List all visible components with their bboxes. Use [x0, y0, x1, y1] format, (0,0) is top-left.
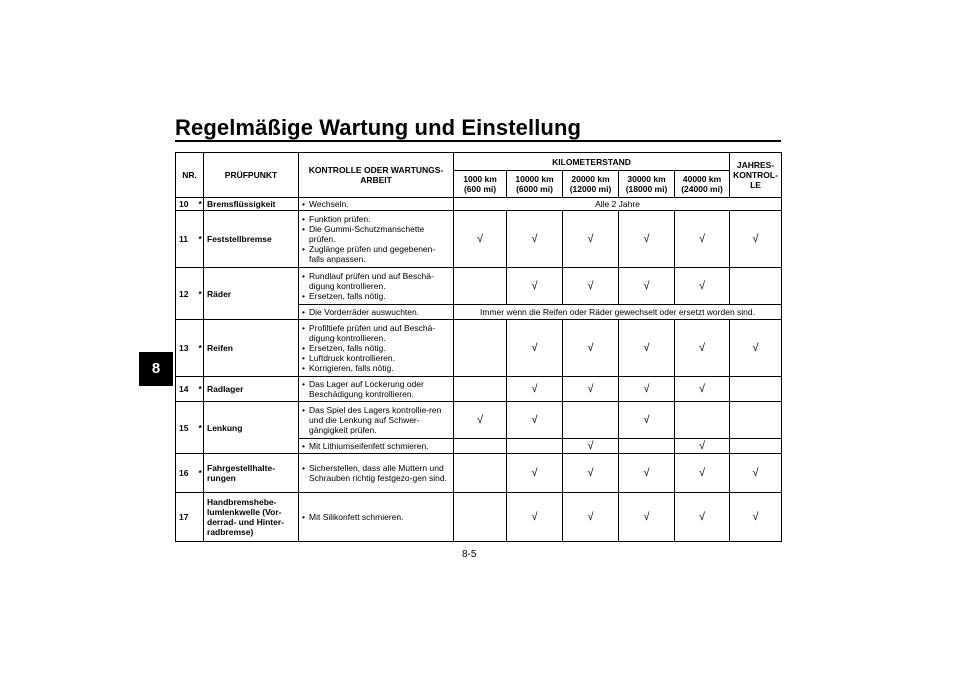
row-checks: • Profiltiefe prüfen und auf Beschä-digung kontrollieren. • Ersetzen, falls nötig. • Luftdruck kontrollieren. • Korrigieren, falls nötig. — [299, 319, 454, 376]
check-mark: √ — [454, 402, 507, 439]
check-empty — [563, 402, 619, 439]
check-mark: √ — [507, 454, 563, 493]
check-mark: √ — [619, 319, 675, 376]
row-item: Handbremshebe-lumlenkwelle (Vor-derrad- und Hinter-radbremse) — [204, 493, 299, 542]
row-item: Radlager — [204, 376, 299, 401]
check-mark: √ — [730, 319, 782, 376]
row-checks: • Mit Silikonfett schmieren. — [299, 493, 454, 542]
row-star: * — [196, 402, 204, 454]
check-mark: √ — [675, 376, 730, 401]
table-row — [176, 493, 782, 542]
check-mark: √ — [619, 211, 675, 268]
check-mark: √ — [619, 402, 675, 439]
check-empty — [454, 376, 507, 401]
row-checks: • Rundlauf prüfen und auf Beschä-digung kontrollieren. • Ersetzen, falls nötig. — [299, 268, 454, 305]
table-row — [176, 402, 782, 439]
row-checks: • Mit Lithiumseifenfett schmieren. — [299, 439, 454, 454]
check-empty — [675, 402, 730, 439]
header-km-20000: 20000 km (12000 mi) — [563, 171, 619, 197]
check-empty — [619, 439, 675, 454]
check-empty — [454, 268, 507, 305]
check-mark: √ — [619, 493, 675, 542]
row-star: * — [196, 454, 204, 493]
check-mark: √ — [563, 319, 619, 376]
check-mark: √ — [675, 319, 730, 376]
row-interval-note: Alle 2 Jahre — [454, 197, 782, 210]
row-checks: • Sicherstellen, dass alle Muttern und Schrauben richtig festgezo-gen sind. — [299, 454, 454, 493]
table-row — [176, 211, 782, 268]
maintenance-table — [175, 152, 782, 542]
check-mark: √ — [619, 376, 675, 401]
check-empty — [454, 493, 507, 542]
header-check: KONTROLLE ODER WARTUNGS-ARBEIT — [299, 153, 454, 198]
table-row — [176, 197, 782, 210]
row-star: * — [196, 197, 204, 210]
check-mark: √ — [675, 268, 730, 305]
row-item: Feststellbremse — [204, 211, 299, 268]
row-nr: 15 — [176, 402, 196, 454]
page-number: 8-5 — [462, 549, 477, 560]
check-mark: √ — [675, 493, 730, 542]
check-mark: √ — [675, 454, 730, 493]
row-checks: • Das Lager auf Lockerung oder Beschädigung kontrollieren. — [299, 376, 454, 401]
check-mark: √ — [563, 211, 619, 268]
check-empty — [454, 454, 507, 493]
check-mark: √ — [730, 211, 782, 268]
check-mark: √ — [563, 454, 619, 493]
header-odometer: KILOMETERSTAND — [454, 153, 730, 171]
check-mark: √ — [507, 211, 563, 268]
check-mark: √ — [730, 454, 782, 493]
table-row — [176, 454, 782, 493]
row-interval-note: Immer wenn die Reifen oder Räder gewechselt oder ersetzt worden sind. — [454, 304, 782, 319]
title-rule — [175, 140, 781, 142]
page-title: Regelmäßige Wartung und Einstellung — [175, 115, 582, 140]
row-star: * — [196, 319, 204, 376]
row-nr: 10 — [176, 197, 196, 210]
check-empty — [730, 376, 782, 401]
header-km-10000: 10000 km (6000 mi) — [507, 171, 563, 197]
check-mark: √ — [507, 402, 563, 439]
row-star: * — [196, 268, 204, 320]
row-checks: • Wechseln. — [299, 197, 454, 210]
check-empty — [730, 439, 782, 454]
table-row — [176, 319, 782, 376]
header-item: PRÜFPUNKT — [204, 153, 299, 198]
check-mark: √ — [507, 268, 563, 305]
row-item: Reifen — [204, 319, 299, 376]
row-item: Fahrgestellhalte-rungen — [204, 454, 299, 493]
check-mark: √ — [563, 268, 619, 305]
check-empty — [454, 319, 507, 376]
header-km-1000: 1000 km (600 mi) — [454, 171, 507, 197]
table-header-row — [176, 153, 782, 171]
row-star: * — [196, 376, 204, 401]
row-nr: 16 — [176, 454, 196, 493]
check-mark: √ — [619, 268, 675, 305]
check-mark: √ — [730, 493, 782, 542]
table-row — [176, 376, 782, 401]
check-mark: √ — [507, 319, 563, 376]
check-mark: √ — [454, 211, 507, 268]
header-km-40000: 40000 km (24000 mi) — [675, 171, 730, 197]
check-mark: √ — [563, 493, 619, 542]
check-empty — [730, 268, 782, 305]
header-nr: NR. — [176, 153, 204, 198]
row-nr: 12 — [176, 268, 196, 320]
header-annual: JAHRES-KONTROL-LE — [730, 153, 782, 198]
row-nr: 13 — [176, 319, 196, 376]
row-checks: • Funktion prüfen. • Die Gummi-Schutzmanschette prüfen. • Zuglänge prüfen und gegebenen-falls anpassen. — [299, 211, 454, 268]
header-km-30000: 30000 km (18000 mi) — [619, 171, 675, 197]
row-checks: • Die Vorderräder auswuchten. — [299, 304, 454, 319]
row-item: Bremsflüssigkeit — [204, 197, 299, 210]
row-nr: 14 — [176, 376, 196, 401]
check-empty — [730, 402, 782, 439]
table-row — [176, 268, 782, 305]
row-nr: 17 — [176, 493, 196, 542]
row-checks: • Das Spiel des Lagers kontrollie-ren und die Lenkung auf Schwer-gängigkeit prüfen. — [299, 402, 454, 439]
row-item: Lenkung — [204, 402, 299, 454]
row-item: Räder — [204, 268, 299, 320]
check-empty — [454, 439, 507, 454]
row-star — [196, 493, 204, 542]
check-mark: √ — [563, 376, 619, 401]
row-star: * — [196, 211, 204, 268]
row-nr: 11 — [176, 211, 196, 268]
check-mark: √ — [507, 376, 563, 401]
check-mark: √ — [507, 493, 563, 542]
check-mark: √ — [675, 211, 730, 268]
check-mark: √ — [675, 439, 730, 454]
check-mark: √ — [619, 454, 675, 493]
chapter-tab: 8 — [139, 352, 173, 386]
check-empty — [507, 439, 563, 454]
check-mark: √ — [563, 439, 619, 454]
